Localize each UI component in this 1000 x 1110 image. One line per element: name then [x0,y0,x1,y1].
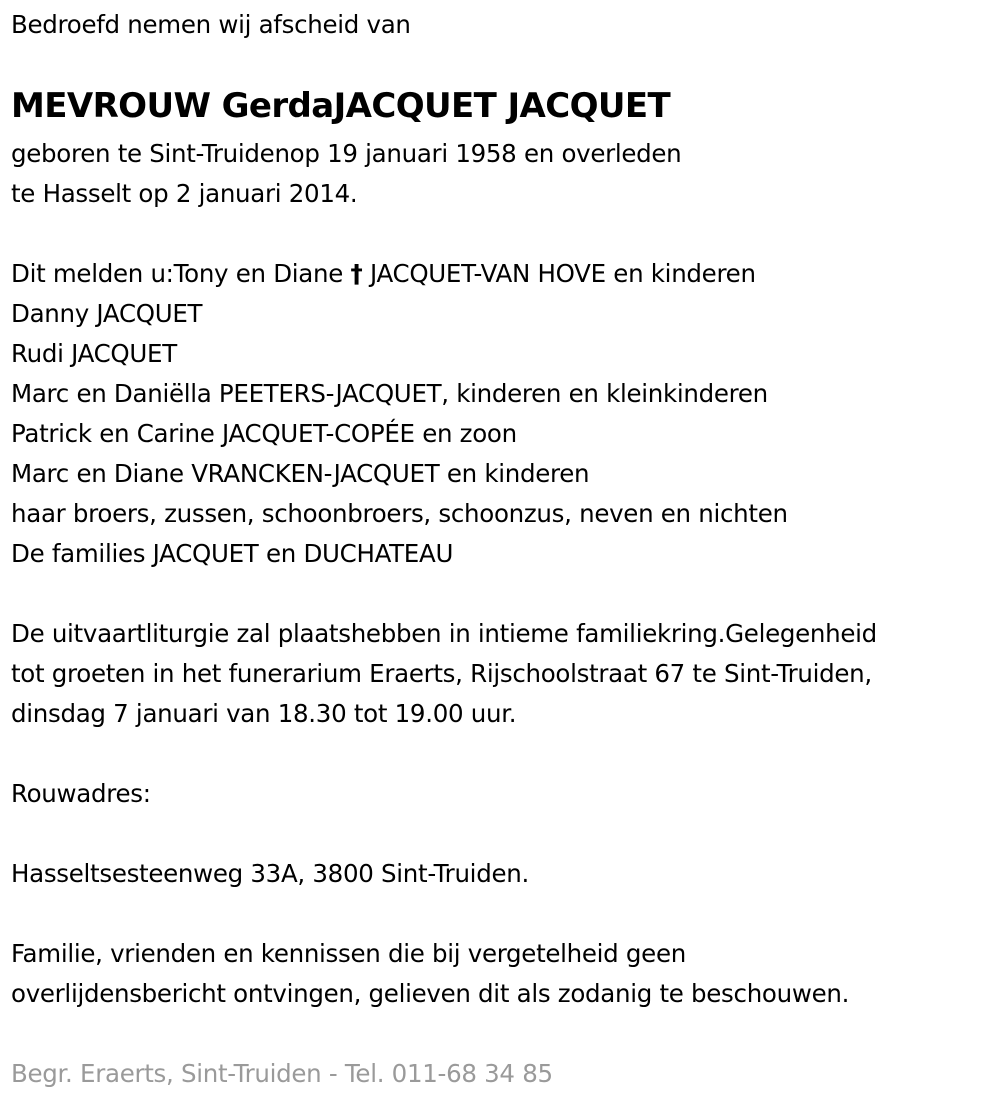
birth-line-2: te Hasselt op 2 januari 2014. [11,179,358,208]
family-line: Danny JACQUET [11,299,203,328]
intro-text: Bedroefd nemen wij afscheid van [11,10,411,39]
family-line: Marc en Daniëlla PEETERS-JACQUET, kinderen en kleinkinderen [11,379,768,408]
ceremony-line: dinsdag 7 januari van 18.30 tot 19.00 uur. [11,699,517,728]
announced-by-prefix: Dit melden u:Tony en Diane [11,259,344,288]
mourning-address-label: Rouwadres: [11,779,151,808]
announced-by-suffix: JACQUET-VAN HOVE en kinderen [369,259,756,288]
cross-icon: † [350,259,363,288]
family-line: De families JACQUET en DUCHATEAU [11,539,454,568]
ceremony-line: De uitvaartliturgie zal plaatshebben in intieme familiekring.Gelegenheid [11,619,877,648]
family-line: haar broers, zussen, schoonbroers, schoonzus, neven en nichten [11,499,788,528]
deceased-name: MEVROUW GerdaJACQUET JACQUET [11,86,671,126]
family-line: Patrick en Carine JACQUET-COPÉE en zoon [11,419,517,448]
family-line: Marc en Diane VRANCKEN-JACQUET en kinderen [11,459,590,488]
mourning-address: Hasseltsesteenweg 33A, 3800 Sint-Truiden. [11,859,529,888]
notice-line: overlijdensbericht ontvingen, gelieven dit als zodanig te beschouwen. [11,979,850,1008]
funeral-home-footer: Begr. Eraerts, Sint-Truiden - Tel. 011-68 34 85 [11,1059,553,1088]
announced-by-line [11,254,756,294]
notice-line: Familie, vrienden en kennissen die bij vergetelheid geen [11,939,686,968]
family-line: Rudi JACQUET [11,339,177,368]
birth-line-1: geboren te Sint-Truidenop 19 januari 1958 en overleden [11,139,682,168]
ceremony-line: tot groeten in het funerarium Eraerts, Rijschoolstraat 67 te Sint-Truiden, [11,659,872,688]
